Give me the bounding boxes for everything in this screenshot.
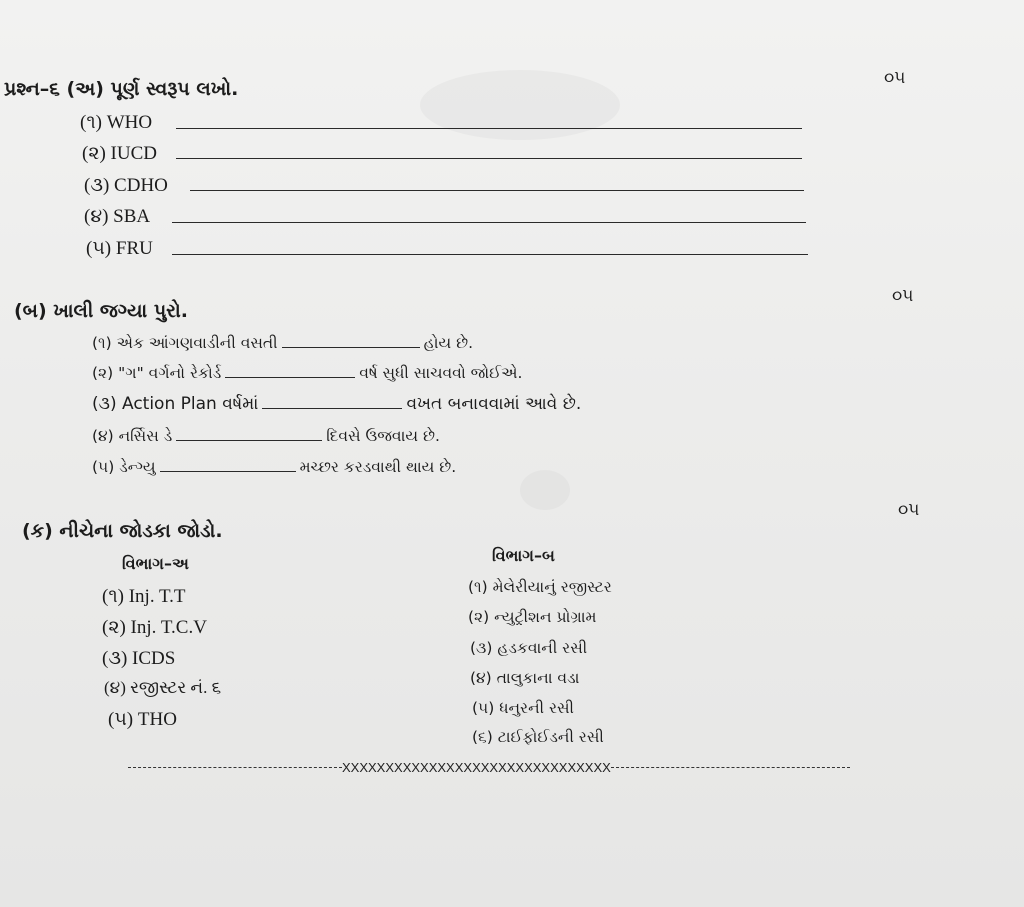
- fill-blank-prefix: (૨) "ગ" વર્ગનો રેકોર્ડ: [92, 364, 222, 382]
- answer-line: [172, 254, 808, 255]
- abbrev-item: (૩) CDHO: [84, 175, 168, 196]
- abbrev-item: (૨) IUCD: [82, 143, 157, 164]
- abbrev-item: (૪) SBA: [84, 206, 151, 227]
- match-right-item: (૬) ટાઈફોઈડની રસી: [472, 728, 604, 746]
- blank-line: [176, 439, 322, 441]
- column-a-heading: વિભાગ–અ: [122, 554, 189, 573]
- fill-blank-item: [92, 394, 581, 414]
- match-right-item: (૫) ધનુરની રસી: [472, 699, 574, 717]
- section-c-marks: ૦૫: [898, 500, 920, 520]
- fill-blank-item: [92, 427, 440, 446]
- separator-dash-left: [128, 767, 342, 768]
- fill-blank-prefix: (૧) એક આંગણવાડીની વસતી: [92, 334, 278, 352]
- section-a-marks: ૦૫: [884, 68, 906, 88]
- blank-line: [282, 346, 420, 348]
- match-left-item: (૪) રજીસ્ટર નં. ૬: [104, 678, 222, 697]
- match-left-item: (૫) THO: [108, 709, 177, 730]
- fill-blank-item: [92, 364, 522, 383]
- paper-smudge: [420, 70, 620, 140]
- fill-blank-item: [92, 334, 473, 353]
- blank-line: [262, 407, 402, 409]
- match-right-item: (૧) મેલેરીયાનું રજીસ્ટર: [468, 578, 612, 596]
- match-left-item: (૩) ICDS: [102, 648, 176, 669]
- fill-blank-prefix: (૪) નર્સિસ ડે: [92, 427, 173, 445]
- match-right-item: (૪) તાલુકાના વડા: [470, 669, 580, 687]
- section-a-heading: [4, 78, 238, 100]
- blank-line: [160, 470, 296, 472]
- end-separator: [128, 760, 850, 775]
- fill-blank-suffix: વર્ષ સુધી સાચવવો જોઈએ.: [359, 364, 523, 382]
- separator-text: XXXXXXXXXXXXXXXXXXXXXXXXXXXXXXX: [342, 760, 611, 775]
- fill-blank-suffix: વખત બનાવવામાં આવે છે.: [406, 394, 582, 414]
- abbrev-item: (૧) WHO: [80, 112, 153, 133]
- abbrev-item: (૫) FRU: [86, 238, 153, 259]
- blank-line: [225, 376, 355, 378]
- match-left-item: (૨) Inj. T.C.V: [102, 617, 207, 638]
- question-label: પ્રશ્ન–૬: [4, 78, 60, 100]
- answer-line: [176, 128, 802, 129]
- separator-dash-right: [611, 767, 850, 768]
- column-b-heading: વિભાગ–બ: [492, 546, 555, 565]
- match-right-item: (૩) હડકવાની રસી: [470, 639, 588, 657]
- paper-smudge: [520, 470, 570, 510]
- fill-blank-suffix: દિવસે ઉજવાય છે.: [326, 427, 440, 445]
- section-b-marks: ૦૫: [892, 286, 914, 306]
- answer-line: [172, 222, 806, 223]
- answer-line: [190, 190, 804, 191]
- section-b-title: (બ) ખાલી જગ્યા પુરો.: [14, 300, 188, 322]
- fill-blank-prefix: (૩) Action Plan વર્ષમાં: [92, 394, 259, 414]
- fill-blank-item: [92, 458, 456, 477]
- fill-blank-suffix: મચ્છર કરડવાથી થાય છે.: [299, 458, 457, 476]
- answer-line: [176, 158, 802, 159]
- section-a-title: (અ) પૂર્ણ સ્વરૂપ લખો.: [66, 78, 239, 100]
- section-c-title: (ક) નીચેના જોડકા જોડો.: [22, 520, 223, 542]
- fill-blank-suffix: હોય છે.: [423, 334, 474, 352]
- match-left-item: (૧) Inj. T.T: [102, 586, 186, 607]
- fill-blank-prefix: (૫) ડેન્ગ્યુ: [92, 458, 156, 476]
- match-right-item: (૨) ન્યુટ્રીશન પ્રોગ્રામ: [468, 608, 597, 626]
